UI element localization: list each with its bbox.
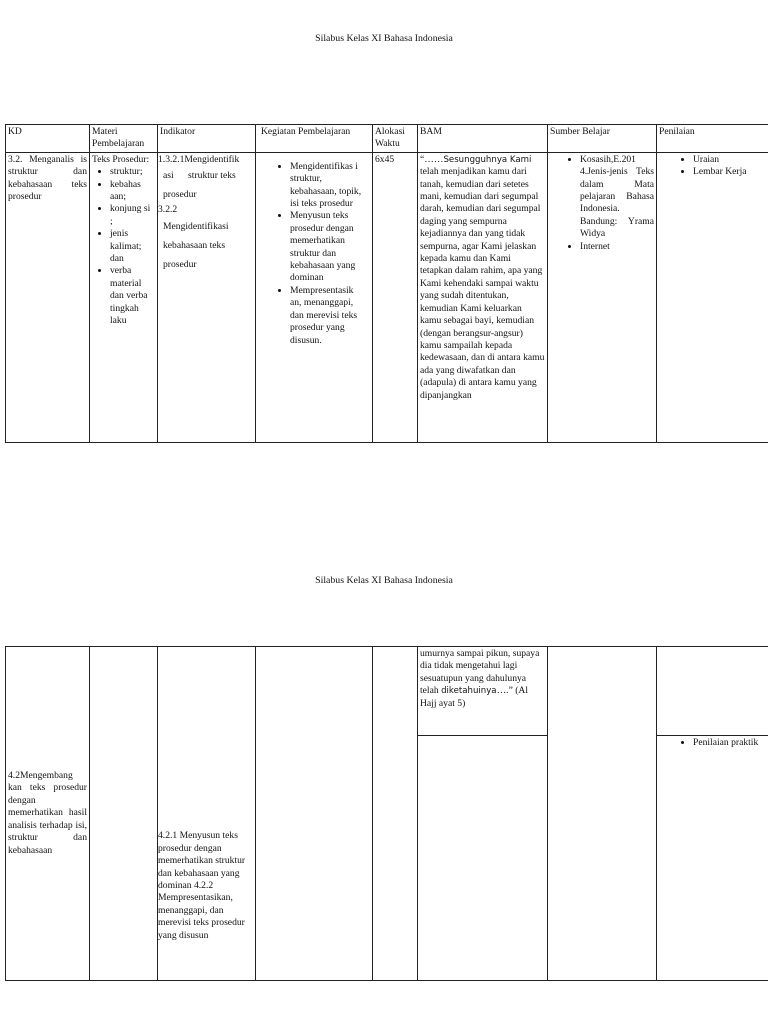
list-item: • Uraian [693,154,766,166]
bam-text [420,648,545,710]
header-kd: KD [6,125,90,153]
bam-body: telah menjadikan kamu dari tanah, kemudian dari setetes mani, kemudian dari segumpal darah, kemudian dari segumpal daging yang sempurna kejadiannya dan yang tidak sempurna, agar Kami jelaskan kepada kamu dan Kami tetapkan dalam rahim, apa yang Kami kehendaki sampai waktu yang sudah ditentukan, kemudian Kami keluarkan kamu sebagai bayi, kemudian (dengan berangsur-angsur) kamu sampailah kepada kedewasaan, dan di antara kamu ada yang diwafatkan dan (adapula) di antara kamu yang dipanjangkan [420,166,545,401]
list-item: • jenis kalimat; dan [110,228,155,265]
header-indikator: Indikator [158,125,256,153]
page-title: Silabus Kelas XI Bahasa Indonesia [315,575,453,586]
list-item: • Kosasih,E.201 4.Jenis-jenis Teks dalam Mata pelajaran Bahasa Indonesia. Bandung: Yrama Widya [580,154,654,241]
indikator-line: asi struktur teks [163,170,236,182]
indikator-cell: 4.2.1 Menyusun teks prosedur dengan memerhatikan struktur dan kebahasaan yang dominan 4.2.2 Mempresentasikan, menanggapi, dan merevisi teks prosedur yang disusun [158,647,256,981]
materi-intro: Teks Prosedur: [92,153,150,165]
penilaian-list [675,154,766,179]
list-item: • struktur; [110,166,155,178]
kd-cell: 3.2. Menganalis is struktur dan kebahasaan teks prosedur [6,152,90,442]
penilaian-list [675,737,766,749]
list-item: • Mengidentifikas i struktur, kebahasaan, topik, isi teks prosedur [290,161,366,211]
indikator-line: kebahasaan teks [163,239,226,251]
materi-cell [90,152,158,442]
list-item: • Lembar Kerja [693,166,766,178]
bam-end: ….” (Al Hajj ayat 5) [420,685,529,709]
header-penilaian: Penilaian [657,125,768,153]
bam-cell [418,647,548,736]
indikator-line: 1.3.2.1Mengidentifik [158,153,240,165]
alokasi-cell: 6x45 [373,152,418,442]
kegiatan-list [272,161,366,347]
indikator-line: Mengidentifikasi [163,220,229,232]
penilaian-cell-top [657,647,768,736]
list-item: • verba material dan verba tingkah laku [110,265,155,327]
header-materi: Materi Pembelajaran [90,125,158,153]
indikator-line: prosedur [163,189,197,201]
alokasi-cell [373,647,418,981]
table-row [6,152,768,442]
table-row [6,647,768,736]
indikator-line: prosedur [163,258,197,270]
page-title: Silabus Kelas XI Bahasa Indonesia [315,33,453,44]
bam-emphasis: Sesungguhnya Kami [443,154,532,165]
materi-list [92,166,155,327]
sumber-list [562,154,654,253]
list-item: • Menyusun teks prosedur dengan memerhatikan struktur dan kebahasaan yang dominan [290,210,366,284]
list-item: • Internet [580,241,654,253]
list-item: • kebahas aan; [110,179,155,204]
header-sumber: Sumber Belajar [548,125,657,153]
kd-cell: 4.2Mengembang kan teks prosedur dengan memerhatikan hasil analisis terhadap isi, struktur dan kebahasaan [6,647,90,981]
indikator-cell [158,152,256,442]
bam-cell [418,152,548,442]
indikator-line: 3.2.2 [158,204,178,216]
header-bam: BAM [418,125,548,153]
list-item: • Penilaian praktik [693,737,766,749]
list-item: • konjung si ; [110,203,155,228]
syllabus-table [5,124,768,443]
sumber-cell [548,152,657,442]
bam-emphasis: diketahuinya [441,686,497,697]
kegiatan-cell [256,647,373,981]
header-alokasi: Alokasi Waktu [373,125,418,153]
list-item: • Mempresentasik an, menanggapi, dan merevisi teks prosedur yang disusun. [290,285,366,347]
bam-continued: umurnya sampai pikun, supaya dia tidak mengetahui lagi sesuatupun yang dahulunya telah [420,648,540,697]
materi-cell [90,647,158,981]
syllabus-table-continued [5,646,768,981]
bam-open-quote: “…… [420,153,444,165]
header-row [6,125,768,153]
penilaian-cell [657,152,768,442]
bam-text [420,154,545,402]
kegiatan-cell [256,152,373,442]
header-kegiatan: Kegiatan Pembelajaran [256,125,373,153]
sumber-cell [548,647,657,981]
penilaian-cell [657,736,768,981]
bam-cell-empty [418,736,548,981]
